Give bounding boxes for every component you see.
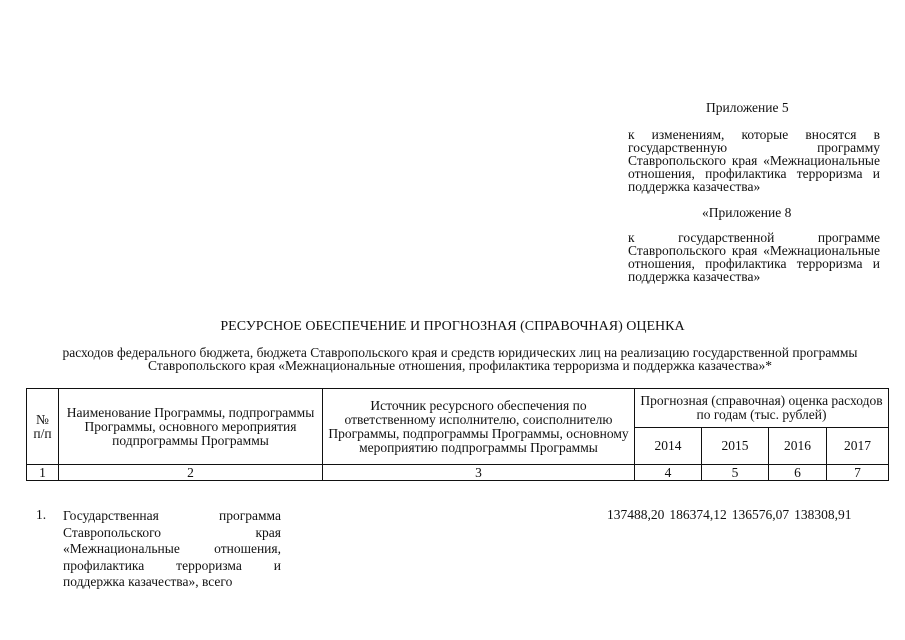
- row-program-name: Государственная программа Ставропольского края «Межнациональные отношения, профилактика терроризма и поддержка казачества», всего: [63, 508, 281, 589]
- resource-table-header: [26, 388, 889, 481]
- column-number: 2: [59, 465, 323, 481]
- column-number: 4: [635, 465, 702, 481]
- inner-appendix-title: «Приложение 8: [702, 205, 792, 220]
- header-funding-source: Источник ресурсного обеспечения по ответственному исполнителю, соисполнителю Программы, подпрограммы Программы, основному мероприятию подпрограммы Программы: [323, 389, 635, 465]
- column-number: 1: [27, 465, 59, 481]
- header-forecast: Прогнозная (справочная) оценка расходов по годам (тыс. рублей): [635, 389, 889, 428]
- header-year: 2015: [702, 428, 769, 465]
- header-year: 2016: [769, 428, 827, 465]
- header-year: 2014: [635, 428, 702, 465]
- header-year: 2017: [827, 428, 889, 465]
- appendix-title: Приложение 5: [706, 100, 789, 115]
- appendix-text: к изменениям, которые вносятся в государственную программу Ставропольского края «Межнациональные отношения, профилактика терроризма и поддержка казачества»: [628, 127, 880, 194]
- document-title: РЕСУРСНОЕ ОБЕСПЕЧЕНИЕ И ПРОГНОЗНАЯ (СПРАВОЧНАЯ) ОЦЕНКА: [220, 319, 685, 334]
- column-number: 3: [323, 465, 635, 481]
- column-number: 5: [702, 465, 769, 481]
- inner-appendix-text: к государственной программе Ставропольского края «Межнациональные отношения, профилактика терроризма и поддержка казачества»: [628, 230, 880, 284]
- document-subtitle: расходов федерального бюджета, бюджета Ставропольского края и средств юридических лиц на реализацию государственной программы Ставропольского края «Межнациональные отношения, профилактика терроризма и поддержка казачества»*: [62, 345, 858, 373]
- row-value-2014: 137488,20: [607, 507, 665, 522]
- column-number: 6: [769, 465, 827, 481]
- row-number: 1.: [36, 507, 47, 522]
- column-number: 7: [827, 465, 889, 481]
- row-values: [607, 508, 857, 521]
- row-value-2017: 138308,91: [794, 507, 852, 522]
- header-num: № п/п: [27, 389, 59, 465]
- row-value-2015: 186374,12: [669, 507, 727, 522]
- header-program-name: Наименование Программы, подпрограммы Программы, основного мероприятия подпрограммы Программы: [59, 389, 323, 465]
- row-value-2016: 136576,07: [731, 507, 790, 522]
